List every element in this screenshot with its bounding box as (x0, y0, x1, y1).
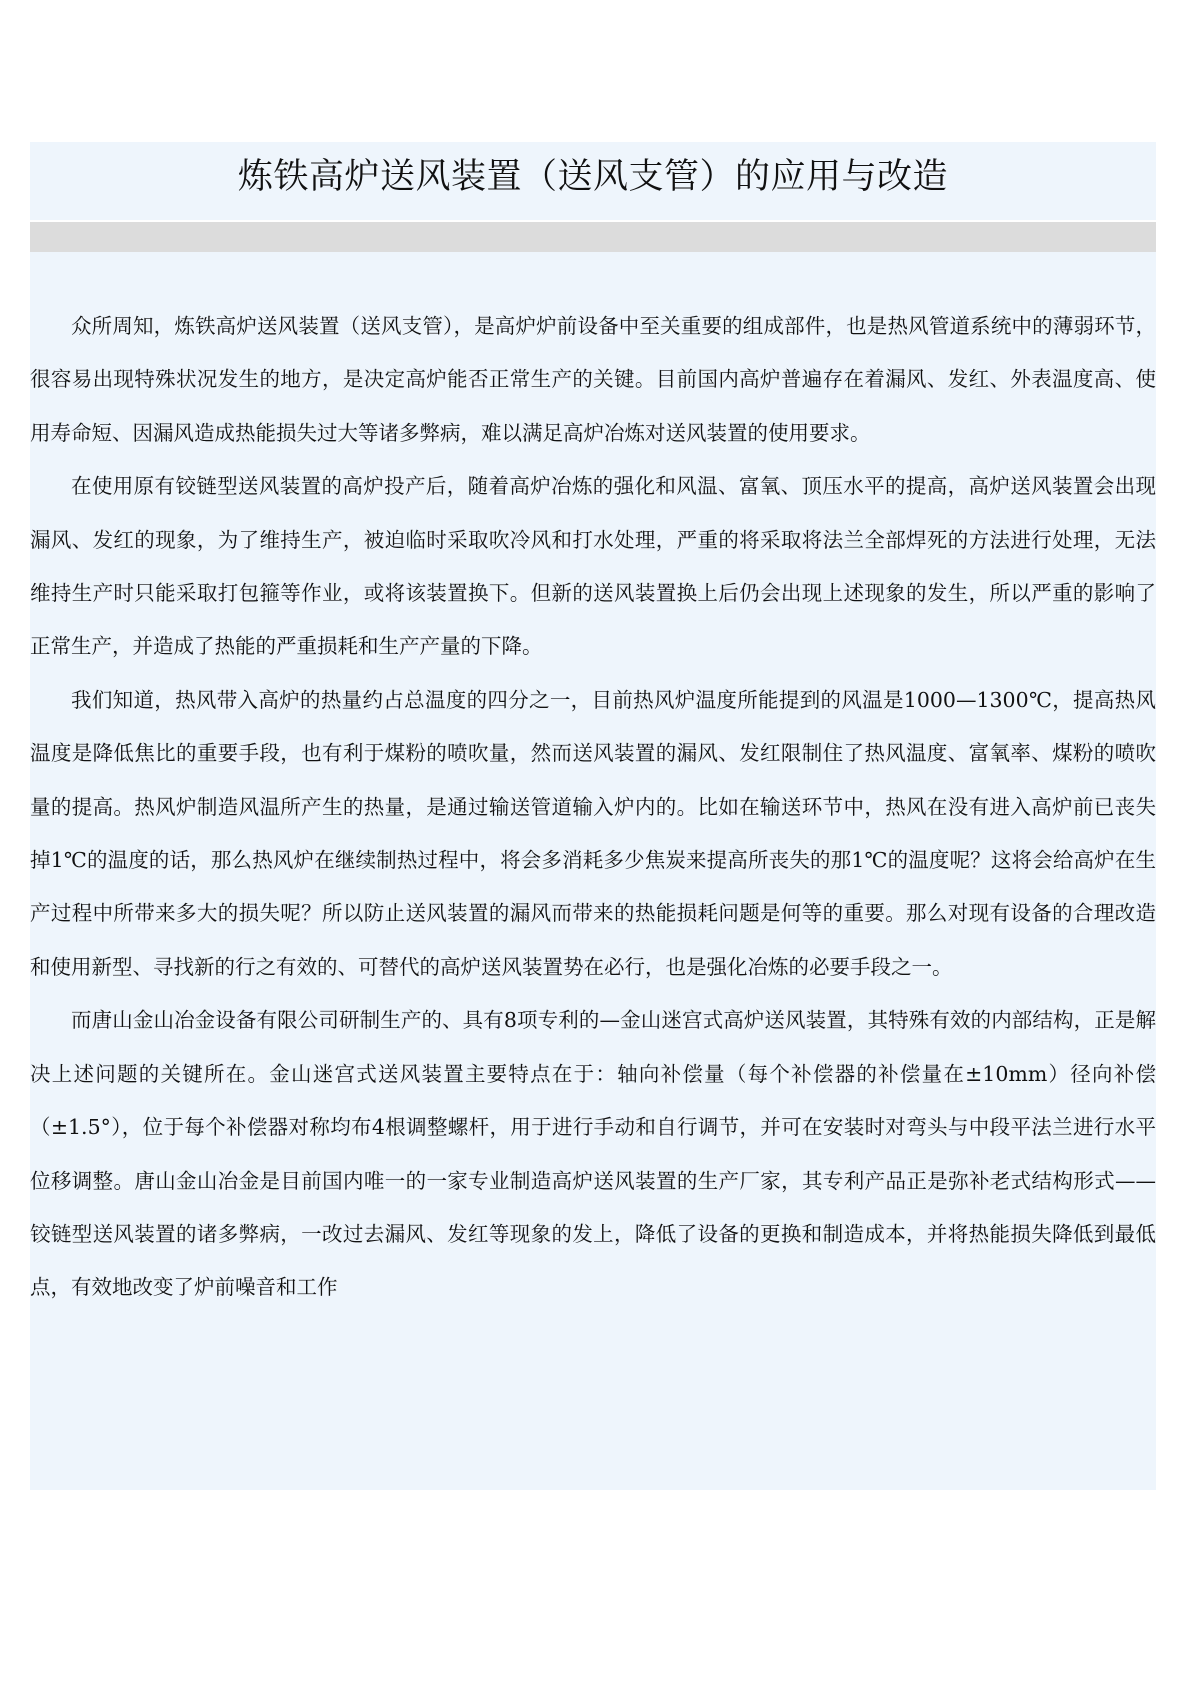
document-body (30, 300, 1156, 1315)
paragraph-1: 众所周知，炼铁高炉送风装置（送风支管），是高炉炉前设备中至关重要的组成部件，也是热风管道系统中的薄弱环节，很容易出现特殊状况发生的地方，是决定高炉能否正常生产的关键。目前国内高炉普遍存在着漏风、发红、外表温度高、使用寿命短、因漏风造成热能损失过大等诸多弊病，难以满足高炉冶炼对送风装置的使用要求。 (30, 314, 1156, 445)
paragraph-4: 而唐山金山冶金设备有限公司研制生产的、具有8项专利的—金山迷宫式高炉送风装置，其特殊有效的内部结构，正是解决上述问题的关键所在。金山迷宫式送风装置主要特点在于：轴向补偿量（每个补偿器的补偿量在±10mm）径向补偿（±1.5°），位于每个补偿器对称均布4根调整螺杆，用于进行手动和自行调节，并可在安装时对弯头与中段平法兰进行水平位移调整。唐山金山冶金是目前国内唯一的一家专业制造高炉送风装置的生产厂家，其专利产品正是弥补老式结构形式——铰链型送风装置的诸多弊病，一改过去漏风、发红等现象的发上，降低了设备的更换和制造成本，并将热能损失降低到最低点，有效地改变了炉前噪音和工作 (30, 1008, 1156, 1300)
title-banner (30, 142, 1156, 220)
document-title: 炼铁高炉送风装置（送风支管）的应用与改造 (237, 157, 948, 197)
gray-divider-bar (30, 222, 1156, 252)
paragraph-3: 我们知道，热风带入高炉的热量约占总温度的四分之一，目前热风炉温度所能提到的风温是1000—1300℃，提高热风温度是降低焦比的重要手段，也有利于煤粉的喷吹量，然而送风装置的漏风、发红限制住了热风温度、富氧率、煤粉的喷吹量的提高。热风炉制造风温所产生的热量，是通过输送管道输入炉内的。比如在输送环节中，热风在没有进入高炉前已丧失掉1℃的温度的话，那么热风炉在继续制热过程中，将会多消耗多少焦炭来提高所丧失的那1℃的温度呢？这将会给高炉在生产过程中所带来多大的损失呢？所以防止送风装置的漏风而带来的热能损耗问题是何等的重要。那么对现有设备的合理改造和使用新型、寻找新的行之有效的、可替代的高炉送风装置势在必行，也是强化冶炼的必要手段之一。 (30, 687, 1156, 979)
paragraph-2: 在使用原有铰链型送风装置的高炉投产后，随着高炉冶炼的强化和风温、富氧、顶压水平的提高，高炉送风装置会出现漏风、发红的现象，为了维持生产，被迫临时采取吹冷风和打水处理，严重的将采取将法兰全部焊死的方法进行处理，无法维持生产时只能采取打包箍等作业，或将该装置换下。但新的送风装置换上后仍会出现上述现象的发生，所以严重的影响了正常生产，并造成了热能的严重损耗和生产产量的下降。 (30, 474, 1156, 659)
